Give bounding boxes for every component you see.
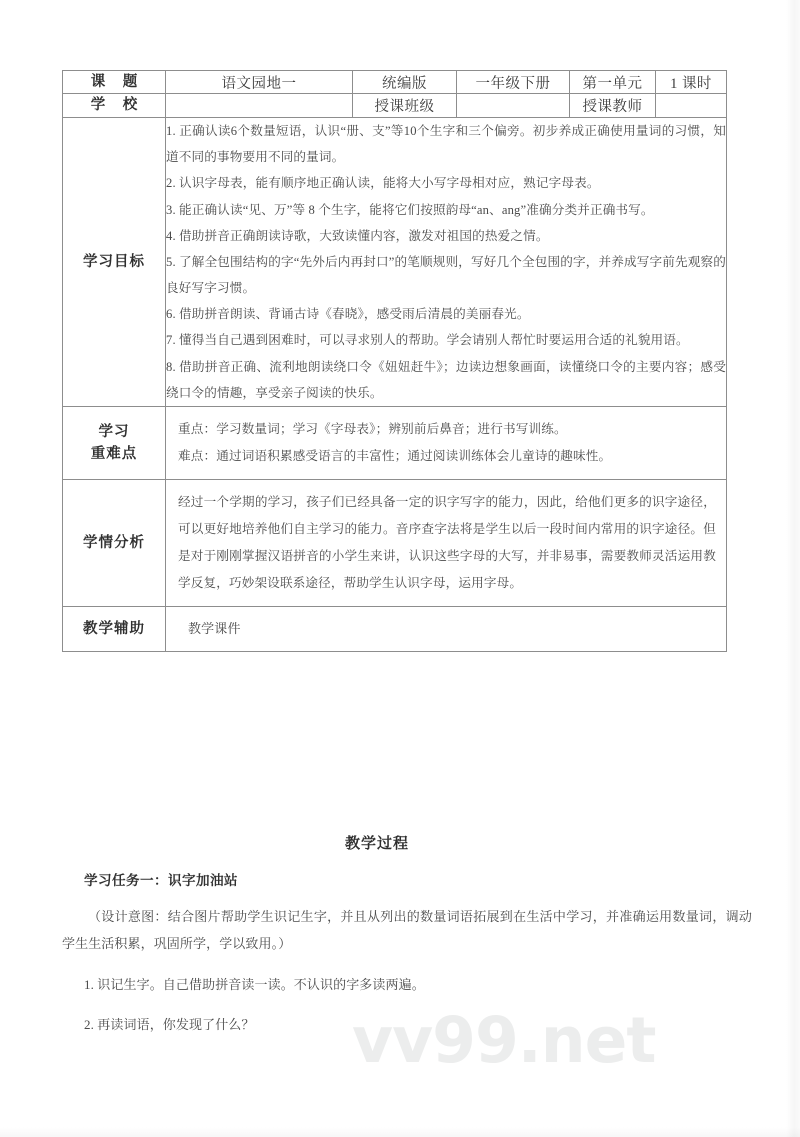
label-key-points — [63, 407, 166, 480]
objective-item: 5. 了解全包围结构的字“先外后内再封口”的笔顺规则，写好几个全包围的字，并养成写字前先观察的良好写字习惯。 — [166, 254, 726, 296]
label-class: 授课班级 — [353, 94, 457, 117]
table-row-key-points — [63, 407, 727, 480]
value-lesson-title: 语文园地一 — [166, 71, 353, 94]
table-row-topic — [63, 71, 727, 94]
value-school[interactable] — [166, 94, 353, 117]
page-edge-shadow-bottom — [0, 1127, 800, 1137]
analysis-cell — [166, 480, 727, 607]
value-periods: 1 课时 — [656, 71, 727, 94]
lesson-plan-table — [62, 70, 727, 652]
objective-item: 2. 认识字母表，能有顺序地正确认读，能将大小写字母相对应，熟记字母表。 — [166, 176, 600, 191]
value-teacher[interactable] — [656, 94, 727, 117]
table-row-analysis — [63, 480, 727, 607]
label-teacher: 授课教师 — [570, 94, 656, 117]
label-topic: 课 题 — [63, 71, 166, 94]
label-school: 学 校 — [63, 94, 166, 117]
value-edition: 统编版 — [353, 71, 457, 94]
process-step: 2. 再读词语，你发现了什么？ — [84, 1017, 255, 1033]
table-row-aids — [63, 607, 727, 651]
page-edge-shadow-right — [786, 0, 800, 1137]
aids-cell: 教学课件 — [166, 607, 727, 651]
value-grade: 一年级下册 — [457, 71, 570, 94]
analysis-text: 经过一个学期的学习，孩子们已经具备一定的识字写字的能力，因此，给他们更多的识字途径，可以更好地培养他们自主学习的能力。音序查字法将是学生以后一段时间内常用的识字途径。但是对于刚刚掌握汉语拼音的小学生来讲，认识这些字母的大写，并非易事，需要教师灵活运用教学反复，巧妙架设联系途径，帮助学生认识字母，运用字母。 — [178, 495, 716, 591]
objective-item: 4. 借助拼音正确朗读诗歌，大致读懂内容，激发对祖国的热爱之情。 — [166, 228, 549, 243]
process-step: 1. 识记生字。自己借助拼音读一读。不认识的字多读两遍。 — [84, 976, 425, 992]
design-intent-paragraph: （设计意图：结合图片帮助学生识记生字，并且从列出的数量词语拓展到在生活中学习，并准确运用数量词，调动学生生活积累，巩固所学，学以致用。） — [62, 909, 752, 952]
table-row-objectives — [63, 117, 727, 406]
table-row-school — [63, 94, 727, 117]
key-point-item: 重点：学习数量词；学习《字母表》；辨别前后鼻音；进行书写训练。 — [178, 422, 567, 436]
objective-item: 6. 借助拼音朗读、背诵古诗《春晓》，感受雨后清晨的美丽春光。 — [166, 307, 530, 322]
objective-item: 3. 能正确认读“见、万”等 8 个生字，能将它们按照韵母“an、ang”准确分类并正确书写。 — [166, 202, 654, 217]
objective-item: 1. 正确认读6个数量短语，认识“册、支”等10个生字和三个偏旁。初步养成正确使用量词的习惯，知道不同的事物要用不同的量词。 — [166, 123, 726, 165]
teaching-process-section — [62, 832, 752, 1039]
site-watermark: vv99.net — [352, 1004, 656, 1077]
key-point-item: 难点：通过词语积累感受语言的丰富性；通过阅读训练体会儿童诗的趣味性。 — [178, 449, 612, 464]
value-unit: 第一单元 — [570, 71, 656, 94]
objective-item: 7. 懂得当自己遇到困难时，可以寻求别人的帮助。学会请别人帮忙时要运用合适的礼貌用语。 — [166, 333, 689, 348]
label-analysis: 学情分析 — [63, 480, 166, 607]
key-points-cell — [166, 407, 727, 480]
task-one-title: 学习任务一：识字加油站 — [84, 873, 238, 888]
value-class[interactable] — [457, 94, 570, 117]
objectives-cell — [166, 117, 727, 406]
label-objectives: 学习目标 — [63, 117, 166, 406]
label-key-points-line2: 重难点 — [90, 446, 138, 463]
label-key-points-line1: 学习 — [98, 423, 130, 440]
label-aids: 教学辅助 — [63, 607, 166, 651]
teaching-process-title: 教学过程 — [344, 836, 409, 852]
objective-item: 8. 借助拼音正确、流利地朗读绕口令《妞妞赶牛》；边读边想象画面，读懂绕口令的主要内容；感受绕口令的情趣，享受亲子阅读的快乐。 — [166, 359, 726, 400]
